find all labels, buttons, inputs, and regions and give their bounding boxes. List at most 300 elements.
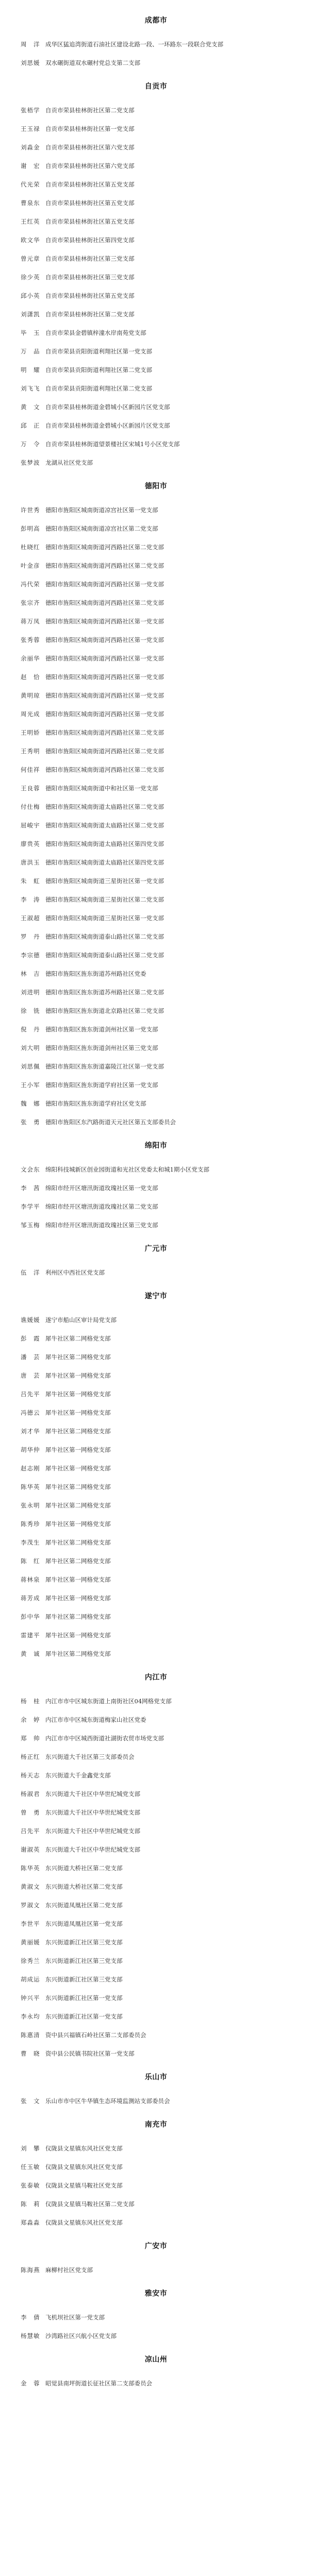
organization: 自贡市荣县桂林街社区第一党支部 [45, 125, 135, 132]
organization: 东兴街道凤凰社区第二党支部 [45, 1902, 123, 1909]
list-item [10, 453, 302, 472]
person-name: 杨天志 [21, 1772, 40, 1779]
person-name: 杨正红 [21, 1753, 40, 1760]
organization: 东兴街道大千社区中华世纪城党支部 [45, 1809, 140, 1816]
list-item [10, 668, 302, 686]
city-heading: 广元市 [144, 1245, 168, 1253]
list-item [10, 1311, 302, 1329]
organization: 犀牛社区第一网格党支部 [45, 1595, 111, 1602]
organization: 自贡市荣县桂林街社区第四党支部 [45, 236, 135, 244]
organization: 犀牛社区第一网格党支部 [45, 1409, 111, 1416]
organization: 犀牛社区第一网格党支部 [45, 1520, 111, 1528]
list-item [10, 1533, 302, 1552]
list-item [10, 249, 302, 268]
person-name: 王小军 [21, 1081, 40, 1089]
organization: 犀牛社区第一网格党支部 [45, 1576, 111, 1583]
organization: 德阳市旌阳区旌东街道苏州路社区党委 [45, 970, 146, 977]
city-section [10, 1131, 302, 1234]
organization: 自贡市荣县桂林街社区第六党支部 [45, 144, 135, 151]
list-item [10, 1039, 302, 1057]
person-name: 刘淼金 [21, 144, 40, 151]
person-name: 蒋芳成 [21, 1595, 40, 1602]
list-item [10, 1570, 302, 1589]
person-name: 冯代荣 [21, 581, 40, 588]
list-item [10, 342, 302, 361]
list-item [10, 853, 302, 872]
list-item [10, 120, 302, 138]
list-item [10, 1785, 302, 1803]
list-item [10, 1002, 302, 1020]
person-name: 胡华仲 [21, 1446, 40, 1453]
list-item [10, 175, 302, 194]
organization: 德阳市旌阳区城南街道河西路社区第二党支部 [45, 729, 164, 736]
list-item [10, 519, 302, 538]
city-heading: 南充市 [144, 2121, 168, 2129]
organization: 犀牛社区第二网格党支部 [45, 1650, 111, 1657]
organization: 龙湖从社区党支部 [45, 459, 93, 466]
organization: 德阳市旌阳区城南街道河西路社区第二党支部 [45, 599, 164, 606]
person-name: 伍 洋 [21, 1269, 40, 1276]
city-section [10, 2063, 302, 2110]
list-item [10, 1366, 302, 1385]
person-name: 钟兴平 [21, 1994, 40, 2002]
person-name: 曾 勇 [21, 1809, 40, 1816]
list-item [10, 1877, 302, 1896]
organization: 德阳市旌阳区城南街道河西路社区第一党支部 [45, 581, 164, 588]
person-name: 林 吉 [21, 970, 40, 977]
person-name: 代光荣 [21, 181, 40, 188]
organization: 东兴街道新江社区第三党支部 [45, 1957, 123, 1964]
list-item [10, 1329, 302, 1348]
organization: 自贡市荣县桂林街道望景楼社区宋城1号小区党支部 [45, 440, 180, 448]
list-item [10, 194, 302, 212]
list-item [10, 1403, 302, 1422]
person-name: 周光成 [21, 710, 40, 718]
city-section [10, 1663, 302, 2063]
list-item [10, 286, 302, 305]
list-item [10, 1607, 302, 1626]
person-name: 张宗齐 [21, 599, 40, 606]
list-item [10, 268, 302, 286]
city-heading: 自贡市 [144, 82, 168, 91]
person-name: 徐少英 [21, 274, 40, 281]
list-item [10, 361, 302, 379]
organization: 自贡市荣县贡阳街道利翔社区第二党支部 [45, 366, 152, 374]
organization: 犀牛社区第一网格党支部 [45, 1632, 111, 1639]
list-item [10, 575, 302, 594]
organization: 德阳市旌阳区城南街道河西路社区第一党支部 [45, 655, 164, 662]
organization: 德阳市旌阳区城南街道河西路社区第一党支部 [45, 692, 164, 699]
list-item [10, 946, 302, 964]
list-item [10, 2026, 302, 2044]
organization: 德阳市旌阳区城南街道太庙路社区第四党支部 [45, 859, 164, 866]
person-name: 叶金彦 [21, 562, 40, 569]
organization: 犀牛社区第二网格党支部 [45, 1335, 111, 1342]
list-item [10, 705, 302, 723]
person-name: 杨 桂 [21, 1698, 40, 1705]
organization: 沙湾路社区兴航小区党支部 [45, 2332, 117, 2340]
list-item [10, 1020, 302, 1039]
person-name: 许世秀 [21, 506, 40, 514]
list-item [10, 1348, 302, 1366]
list-item [10, 742, 302, 760]
organization: 犀牛社区第二网格党支部 [45, 1428, 111, 1435]
organization: 德阳市旌阳区城南街道凉宫社区第二党支部 [45, 525, 158, 532]
person-name: 邱 正 [21, 422, 40, 429]
organization: 犀牛社区第一网格党支部 [45, 1391, 111, 1398]
organization: 自贡市荣县桂林街社区第三党支部 [45, 255, 135, 262]
person-name: 曹 晓 [21, 2050, 40, 2057]
city-section [10, 2110, 302, 2232]
organization: 犀牛社区第二网格党支部 [45, 1353, 111, 1361]
person-name: 谯媛媛 [21, 1316, 40, 1324]
person-name: 杨淑君 [21, 1790, 40, 1798]
list-item [10, 416, 302, 435]
list-item [10, 1197, 302, 1216]
organization: 自贡市荣县桂林街社区第二党支部 [45, 311, 135, 318]
organization: 自贡市荣县桂林街社区第五党支部 [45, 199, 135, 207]
person-name: 张秀蓉 [21, 636, 40, 643]
list-item [10, 212, 302, 231]
organization: 仪陇县文星镇马鞍社区党支部 [45, 2182, 123, 2189]
organization: 德阳市旌阳区城南街道太庙路社区第二党支部 [45, 803, 164, 810]
list-item [10, 612, 302, 631]
person-name: 谢淑英 [21, 1846, 40, 1853]
organization: 内江市市中区城东街道梅家山社区党委 [45, 1716, 146, 1723]
list-item [10, 2308, 302, 2327]
organization: 自贡市荣县金碧镇梓潼水岸南苑党支部 [45, 329, 146, 336]
organization: 自贡市荣县桂林街社区第五党支部 [45, 181, 135, 188]
list-item [10, 1970, 302, 1989]
city-heading: 成都市 [144, 16, 168, 25]
person-name: 吕先平 [21, 1827, 40, 1835]
organization: 绵阳科技城新区创业园街道和光社区党委太和城1期小区党支部 [45, 1166, 209, 1173]
person-name: 李茂生 [21, 1539, 40, 1546]
organization: 德阳市旌阳区城南街道河西路社区第二党支部 [45, 748, 164, 755]
organization: 德阳市旌阳区城南街道河西路社区第二党支部 [45, 562, 164, 569]
city-heading: 雅安市 [144, 2290, 168, 2298]
list-item [10, 538, 302, 556]
person-name: 付仕梅 [21, 803, 40, 810]
person-name: 邱小英 [21, 292, 40, 299]
list-item [10, 1859, 302, 1877]
organization: 德阳市旌阳区城南街道河西路社区第一党支部 [45, 636, 164, 643]
person-name: 金 蓉 [21, 2380, 40, 2387]
person-name: 刘才华 [21, 1428, 40, 1435]
list-item [10, 2007, 302, 2026]
organization: 自贡市荣县桂林街道金碧城小区新园片区党支部 [45, 403, 170, 411]
list-item [10, 2176, 302, 2195]
list-item [10, 2139, 302, 2158]
person-name: 李 倩 [21, 2314, 40, 2321]
person-name: 明 耀 [21, 366, 40, 374]
city-heading: 广安市 [144, 2242, 168, 2250]
organization: 东兴街道新江社区第三党支部 [45, 1939, 123, 1946]
person-name: 蒋林泉 [21, 1576, 40, 1583]
list-item [10, 927, 302, 946]
list-item [10, 157, 302, 175]
person-name: 刘思佩 [21, 1063, 40, 1070]
organization: 犀牛社区第一网格党支部 [45, 1465, 111, 1472]
list-item [10, 1933, 302, 1952]
city-heading: 乐山市 [144, 2073, 168, 2081]
person-name: 刘潇凯 [21, 311, 40, 318]
person-name: 王良蓉 [21, 785, 40, 792]
organization: 自贡市荣县桂林街社区第二党支部 [45, 107, 135, 114]
list-item [10, 435, 302, 453]
person-name: 彭明高 [21, 525, 40, 532]
person-name: 李永均 [21, 2013, 40, 2020]
organization: 犀牛社区第二网格党支部 [45, 1557, 111, 1565]
person-name: 陈惠清 [21, 2031, 40, 2039]
person-name: 欧文华 [21, 236, 40, 244]
person-name: 邹玉梅 [21, 1222, 40, 1229]
organization: 德阳市旌阳区旌东街道北京路社区第二党支部 [45, 1007, 164, 1014]
list-item [10, 2374, 302, 2393]
organization: 犀牛社区第一网格党支部 [45, 1372, 111, 1379]
city-heading: 绵阳市 [144, 1142, 168, 1150]
person-name: 余 婷 [21, 1716, 40, 1723]
person-name: 唐洪玉 [21, 859, 40, 866]
organization: 德阳市旌阳区旌东街道剑州社区第三党支部 [45, 1044, 158, 1052]
person-name: 陈秀珍 [21, 1520, 40, 1528]
person-name: 刘 攀 [21, 2145, 40, 2152]
organization: 仪陇县文星镇马鞍社区第二党支部 [45, 2200, 135, 2208]
person-name: 张泰敏 [21, 2182, 40, 2189]
list-item [10, 909, 302, 927]
organization: 德阳市旌阳区城南街道太庙路社区第四党支部 [45, 840, 164, 848]
list-item [10, 2158, 302, 2176]
list-item [10, 1459, 302, 1478]
organization: 东兴街道凤凰社区第一党支部 [45, 1920, 123, 1927]
organization: 利州区中西社区党支部 [45, 1269, 105, 1276]
person-name: 李学平 [21, 1203, 40, 1210]
organization: 东兴街道大千社区中华世纪城党支部 [45, 1827, 140, 1835]
person-name: 陈海燕 [21, 2266, 40, 2274]
person-name: 黄淑文 [21, 1883, 40, 1890]
list-item [10, 631, 302, 649]
organization: 麻柳村社区党支部 [45, 2266, 93, 2274]
list-item [10, 1496, 302, 1515]
organization: 德阳市旌阳区旌东街道剑州社区第一党支部 [45, 1026, 158, 1033]
person-name: 郑淼淼 [21, 2219, 40, 2226]
organization: 东兴街道新江社区第三党支部 [45, 1976, 123, 1983]
list-item [10, 2327, 302, 2345]
person-name: 任玉敏 [21, 2163, 40, 2171]
list-item [10, 2044, 302, 2063]
organization: 遂宁市船山区审计局党支部 [45, 1316, 117, 1324]
organization: 德阳市旌阳区城南街道河西路社区第一党支部 [45, 710, 164, 718]
list-item [10, 1552, 302, 1570]
organization: 自贡市荣县桂林街社区第五党支部 [45, 218, 135, 225]
organization: 东兴街道大千社区中华世纪城党支部 [45, 1790, 140, 1798]
list-item [10, 1094, 302, 1113]
organization: 仪陇县文星镇东风社区党支部 [45, 2163, 123, 2171]
person-name: 蒋万凤 [21, 618, 40, 625]
person-name: 陈华英 [21, 1865, 40, 1872]
organization: 犀牛社区第二网格党支部 [45, 1483, 111, 1490]
list-item [10, 1710, 302, 1729]
person-name: 刘大明 [21, 1044, 40, 1052]
list-item [10, 1160, 302, 1179]
list-item [10, 1589, 302, 1607]
organization: 犀牛社区第二网格党支部 [45, 1613, 111, 1620]
person-name: 文会东 [21, 1166, 40, 1173]
person-name: 徐 铣 [21, 1007, 40, 1014]
person-name: 杜晓红 [21, 544, 40, 551]
list-item [10, 1179, 302, 1197]
organization: 自贡市荣县桂林街道金碧城小区新园片区党支部 [45, 422, 170, 429]
person-name: 吕先平 [21, 1391, 40, 1398]
organization: 德阳市旌阳区旌东街道苏州路社区第二党支部 [45, 989, 164, 996]
list-item [10, 1692, 302, 1710]
organization: 昭觉县南坪街道长征社区第二支部委员会 [45, 2380, 152, 2387]
organization: 仪陇县文星镇东风社区党支部 [45, 2219, 123, 2226]
person-name: 陈 红 [21, 1557, 40, 1565]
organization: 内江市市中区城西街道社湖街农贸市场党支部 [45, 1735, 164, 1742]
person-name: 王玉禄 [21, 125, 40, 132]
person-name: 毕 玉 [21, 329, 40, 336]
organization: 德阳市旌阳区城南街道三星街社区第一党支部 [45, 914, 164, 922]
list-item [10, 890, 302, 909]
person-name: 赵 恰 [21, 673, 40, 681]
person-name: 赵志刚 [21, 1465, 40, 1472]
person-name: 雷建平 [21, 1632, 40, 1639]
list-item [10, 1914, 302, 1933]
organization: 犀牛社区第二网格党支部 [45, 1539, 111, 1546]
list-item [10, 1729, 302, 1748]
list-item [10, 101, 302, 120]
honor-list [10, 6, 302, 2393]
list-item [10, 1478, 302, 1496]
organization: 绵阳市经开区塘汛街道玫瑰社区第二党支部 [45, 1203, 158, 1210]
organization: 资中县兴福镇石岭社区第二支部委员会 [45, 2031, 146, 2039]
city-section [10, 6, 302, 72]
person-name: 陈华英 [21, 1483, 40, 1490]
person-name: 周 洋 [21, 41, 40, 48]
city-heading: 内江市 [144, 1673, 168, 1682]
list-item [10, 35, 302, 54]
list-item [10, 872, 302, 890]
organization: 德阳市旌阳区旌东街道学府社区第一党支部 [45, 1081, 158, 1089]
organization: 东兴街道新江社区第一党支部 [45, 1994, 123, 2002]
organization: 东兴街道大千社区中华世纪城党支部 [45, 1846, 140, 1853]
organization: 东兴街道大千金鑫党支部 [45, 1772, 111, 1779]
organization: 绵阳市经开区塘汛街道玫瑰社区第一党支部 [45, 1184, 158, 1192]
organization: 德阳市旌阳区城南街道凉宫社区第一党支部 [45, 506, 158, 514]
person-name: 万 令 [21, 440, 40, 448]
person-name: 彭 霞 [21, 1335, 40, 1342]
organization: 乐山市市中区牛华镇生态环境监测站支部委员会 [45, 2097, 170, 2105]
person-name: 张 勇 [21, 1118, 40, 1126]
list-item [10, 501, 302, 519]
person-name: 刘飞飞 [21, 385, 40, 392]
person-name: 徐秀兰 [21, 1957, 40, 1964]
list-item [10, 2195, 302, 2213]
list-item [10, 2261, 302, 2279]
organization: 德阳市旌阳区旌东街道嘉陵江社区第一党支部 [45, 1063, 164, 1070]
person-name: 张梦波 [21, 459, 40, 466]
city-section [10, 2232, 302, 2279]
person-name: 李 茜 [21, 1184, 40, 1192]
organization: 德阳市旌阳区城南街道三星街社区第二党支部 [45, 896, 164, 903]
list-item [10, 1989, 302, 2007]
organization: 东兴街道大桥社区第二党支部 [45, 1883, 123, 1890]
person-name: 朱 虹 [21, 877, 40, 885]
list-item [10, 816, 302, 835]
person-name: 李宗德 [21, 952, 40, 959]
person-name: 张梧学 [21, 107, 40, 114]
person-name: 郑 帅 [21, 1735, 40, 1742]
list-item [10, 1952, 302, 1970]
person-name: 魏 娜 [21, 1100, 40, 1107]
person-name: 陈 莉 [21, 2200, 40, 2208]
organization: 德阳市旌阳区城南街道泰山路社区第二党支部 [45, 952, 164, 959]
organization: 德阳市旌阳区城南街道河西路社区第一党支部 [45, 618, 164, 625]
list-item [10, 1645, 302, 1663]
person-name: 王淑超 [21, 914, 40, 922]
list-item [10, 1113, 302, 1131]
organization: 德阳市旌阳区东汽路街道天元社区第五支部委员会 [45, 1118, 176, 1126]
list-item [10, 1515, 302, 1533]
list-item [10, 798, 302, 816]
person-name: 曹泉东 [21, 199, 40, 207]
person-name: 冯德云 [21, 1409, 40, 1416]
organization: 东兴街道新江社区第一党支部 [45, 2013, 123, 2020]
city-heading: 凉山州 [144, 2355, 168, 2364]
person-name: 王秀明 [21, 748, 40, 755]
organization: 双水碾街道双水碾村党总支第二支部 [45, 59, 140, 66]
organization: 犀牛社区第一网格党支部 [45, 1446, 111, 1453]
person-name: 谢 宏 [21, 162, 40, 170]
city-heading: 遂宁市 [144, 1292, 168, 1300]
person-name: 刘思媛 [21, 59, 40, 66]
list-item [10, 594, 302, 612]
city-section [10, 2345, 302, 2393]
person-name: 何佳祥 [21, 766, 40, 773]
organization: 自贡市荣县贡阳街道利翔社区第二党支部 [45, 385, 152, 392]
person-name: 余丽华 [21, 655, 40, 662]
organization: 德阳市旌阳区城南街道太庙路社区第二党支部 [45, 822, 164, 829]
person-name: 罗淑文 [21, 1902, 40, 1909]
organization: 自贡市荣县桂林街社区第三党支部 [45, 274, 135, 281]
person-name: 万 品 [21, 348, 40, 355]
list-item [10, 324, 302, 342]
organization: 飞机坝社区第一党支部 [45, 2314, 105, 2321]
list-item [10, 1057, 302, 1076]
list-item [10, 2092, 302, 2110]
person-name: 屈峻宇 [21, 822, 40, 829]
list-item [10, 760, 302, 779]
list-item [10, 649, 302, 668]
list-item [10, 1263, 302, 1282]
city-section [10, 472, 302, 1131]
city-section [10, 1234, 302, 1282]
organization: 成华区猛追湾街道石油社区建设北路一段、一环路东一段联合党支部 [45, 41, 223, 48]
person-name: 杨慧敏 [21, 2332, 40, 2340]
person-name: 张永明 [21, 1502, 40, 1509]
list-item [10, 1385, 302, 1403]
person-name: 黄 诚 [21, 1650, 40, 1657]
list-item [10, 54, 302, 72]
city-section [10, 1282, 302, 1663]
list-item [10, 138, 302, 157]
list-item [10, 686, 302, 705]
organization: 德阳市旌阳区城南街道河西路社区第一党支部 [45, 673, 164, 681]
list-item [10, 1422, 302, 1440]
person-name: 倪 丹 [21, 1026, 40, 1033]
person-name: 黄丽媛 [21, 1939, 40, 1946]
